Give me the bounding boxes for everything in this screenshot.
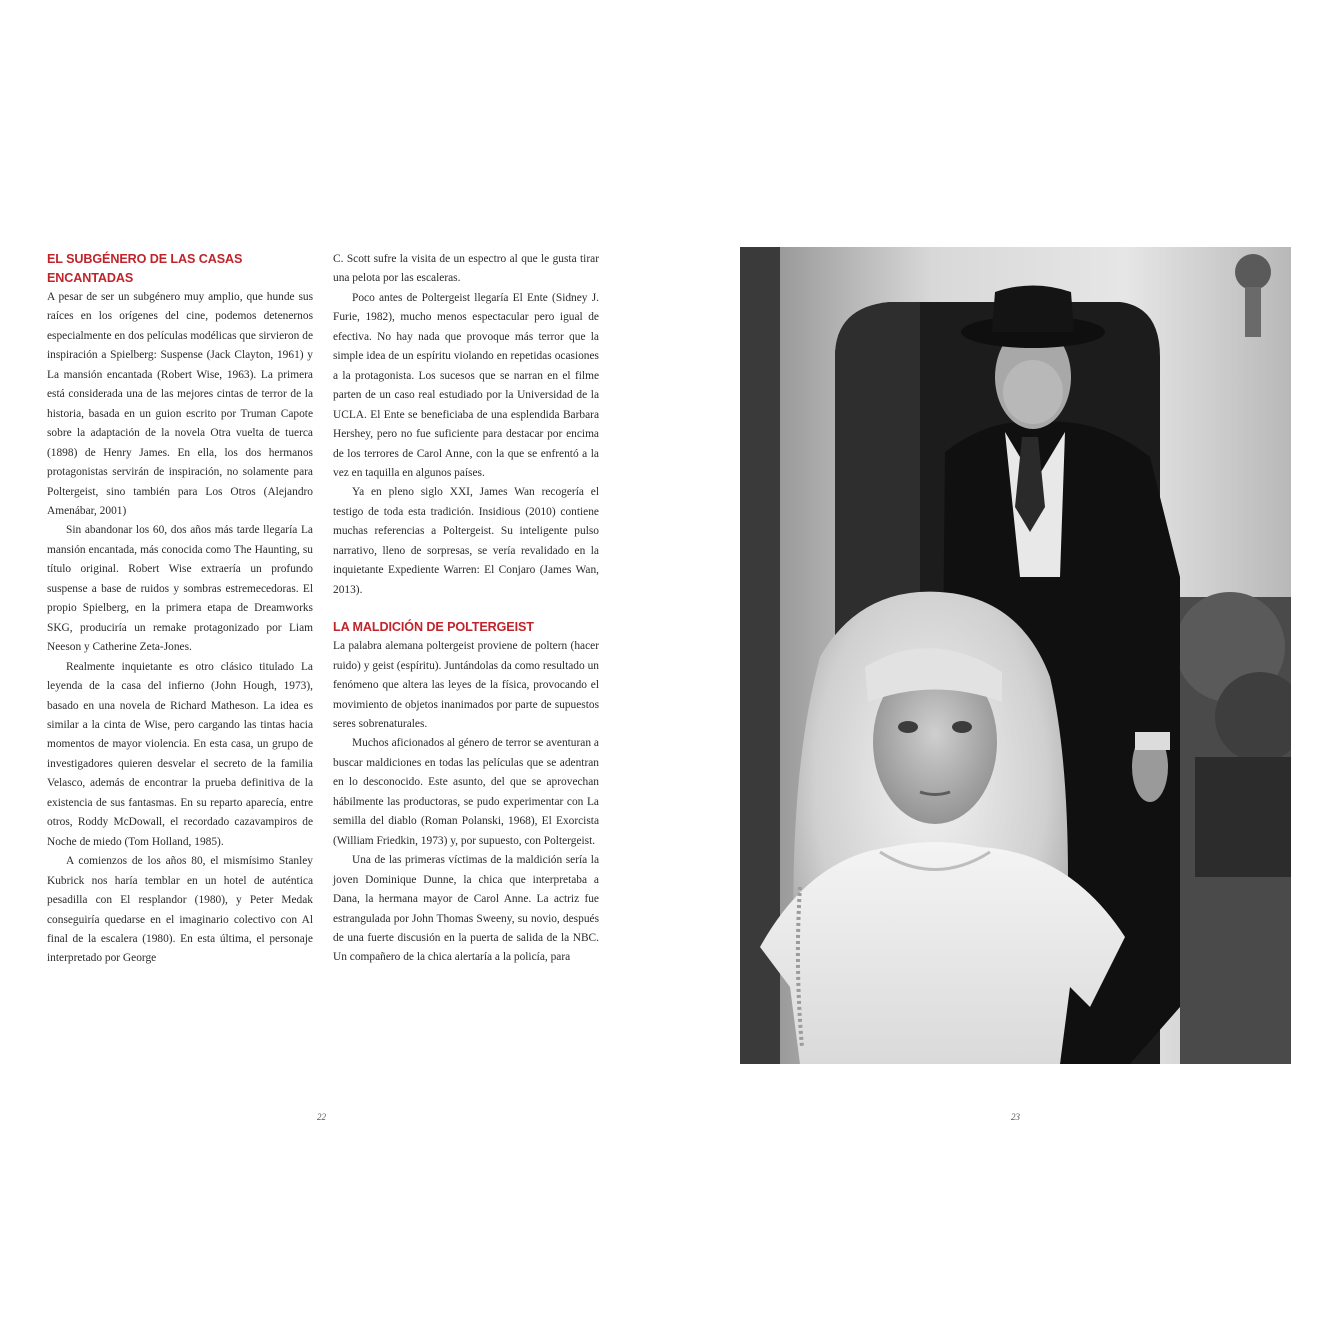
photo-illustration — [740, 247, 1291, 1064]
paragraph: Muchos aficionados al género de terror se aventuran a buscar maldiciones en todas las películas que se adentran en lo desconocido. Este asunto, del que se aprovechan hábilmente las productoras, se pudo experimentar con La semilla del diablo (Roman Polanski, 1968), El Exorcista (William Friedkin, 1973) y, por supuesto, con Poltergeist. — [333, 737, 599, 847]
middle-column — [333, 250, 599, 968]
paragraph: Una de las primeras víctimas de la maldición sería la joven Dominique Dunne, la chica que interpretaba a Dana, la hermana mayor de Carol Anne. La actriz fue estrangulada por John Thomas Sweeny, su novio, después de una fuerte discusión en la puerta de salida de la NBC. Un compañero de la chica alertaría a la policía, para — [333, 854, 599, 964]
paragraph: La palabra alemana poltergeist proviene de poltern (hacer ruido) y geist (espíritu). Juntándolas da como resultado un fenómeno que altera las leyes de la física, provocando el movimiento de objetos inanimados por parte de supuestos seres sobrenaturales. — [333, 640, 599, 730]
paragraph: Sin abandonar los 60, dos años más tarde llegaría La mansión encantada, más conocida como The Haunting, su título original. Robert Wise extraería un profundo suspense a base de ruidos y sombras estremecedoras. El propio Spielberg, en la primera etapa de Dreamworks SKG, produciría un remake protagonizado por Liam Neeson y Catherine Zeta-Jones. — [47, 524, 313, 654]
page-number-right: 23 — [1011, 1112, 1020, 1122]
paragraph: Ya en pleno siglo XXI, James Wan recogería el testigo de toda esta tradición. Insidious (2010) contiene muchas referencias a Poltergeist. Su inteligente pulso narrativo, lleno de sorpresas, se vería revalidado en la inquietante Expediente Warren: El Conjaro (James Wan, 2013). — [333, 486, 599, 596]
film-still-photo — [740, 247, 1291, 1064]
page-number-left: 22 — [317, 1112, 326, 1122]
paragraph: Realmente inquietante es otro clásico titulado La leyenda de la casa del infierno (John Hough, 1973), basado en una novela de Richard Matheson. La idea es similar a la cinta de Wise, pero cargando las tintas hacia momentos de mayor violencia. En esta casa, un grupo de investigadores quieren desvelar el secreto de la familia Velasco, además de encontrar la prueba definitiva de la existencia de sus fantasmas. En su reparto aparecía, entre otros, Roddy McDowall, el recordado cazavampiros de Noche de miedo (Tom Holland, 1985). — [47, 660, 313, 848]
section-heading: LA MALDICIÓN DE POLTERGEIST — [333, 620, 534, 635]
paragraph: Poco antes de Poltergeist llegaría El Ente (Sidney J. Furie, 1982), mucho menos espectacular pero igual de efectiva. No hay nada que provoque más terror que la simple idea de un espíritu violando en repetidas ocasiones a la protagonista. Los sucesos que se narran en el filme parten de un caso real estudiado por la Universidad de la UCLA. El Ente se beneficiaba de una esplendida Barbara Hershey, pero no fue suficiente para destacar por encima de los terrores de Carol Anne, con la que se enfrentó a la vez en taquilla en algunos países. — [333, 291, 599, 479]
section-heading: EL SUBGÉNERO DE LAS CASAS ENCANTADAS — [47, 252, 243, 285]
paragraph: C. Scott sufre la visita de un espectro al que le gusta tirar una pelota por las escaleras. — [333, 253, 599, 285]
paragraph: A pesar de ser un subgénero muy amplio, que hunde sus raíces en los orígenes del cine, podemos detenernos especialmente en dos películas modélicas que sirvieron de inspiración a Spielberg: Suspense (Jack Clayton, 1961) y La mansión encantada (Robert Wise, 1963). La primera está considerada una de las mejores cintas de terror de la historia, basada en un guion escrito por Truman Capote sobre la adaptación de la novela Otra vuelta de tuerca (1898) de Henry James. En ella, los dos hermanos protagonistas servirán de inspiración, no solamente para Poltergeist, sino también para Los Otros (Alejandro Amenábar, 2001) — [47, 291, 313, 517]
paragraph: A comienzos de los años 80, el mismísimo Stanley Kubrick nos haría temblar en un hotel de auténtica pesadilla con El resplandor (1980), y Peter Medak conseguiría quedarse en el imaginario colectivo con Al final de la escalera (1980). En esta última, el personaje interpretado por George — [47, 855, 313, 965]
left-column — [47, 250, 313, 969]
